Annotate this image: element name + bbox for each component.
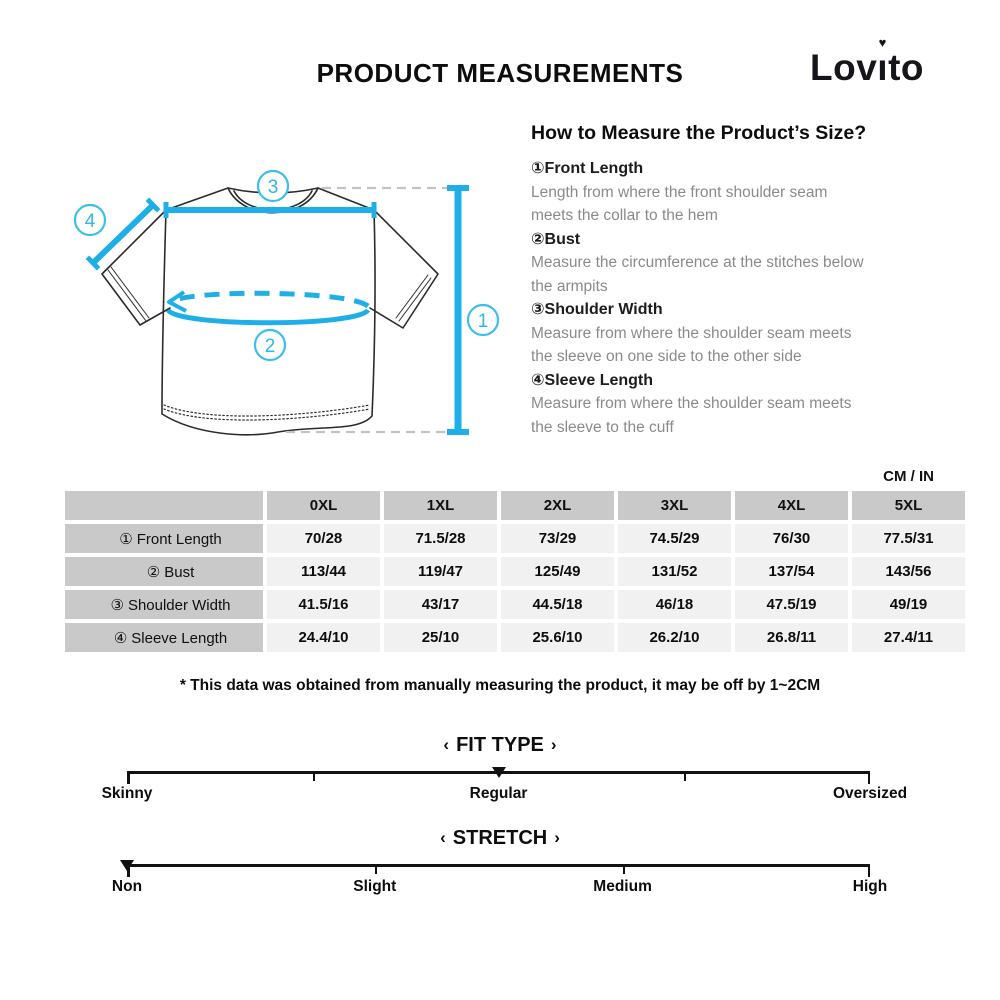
cell-value: 27.4/11 [852,623,965,652]
cell-value: 41.5/16 [267,590,380,619]
stretch-scale [111,864,888,895]
measure-desc-line: meets the collar to the hem [531,207,718,224]
how-to-title: How to Measure the Product’s Size? [531,122,867,144]
size-column-header: 0XL [267,491,380,520]
cell-value: 46/18 [618,590,731,619]
size-column-header: 3XL [618,491,731,520]
fit-type-label-regular: Regular [469,785,528,802]
measure-desc-line: Measure from where the shoulder seam meets [531,395,852,412]
table-row [65,557,965,586]
fit-type-marker-icon [492,767,506,778]
size-column-header: 2XL [501,491,614,520]
svg-text:4: 4 [84,211,96,232]
brand-logo [810,35,924,89]
size-column-header: 5XL [852,491,965,520]
measure-desc-line: Measure the circumference at the stitches below [531,254,864,271]
measurement-bars [84,188,469,432]
cell-value: 143/56 [852,557,965,586]
stretch-title: ‹ STRETCH › [0,827,1000,850]
measure-desc-line: Length from where the front shoulder seam [531,183,828,201]
stretch-marker-icon [120,860,134,871]
cell-value: 76/30 [735,524,848,553]
scale-end-cap [868,864,871,877]
badge-4 [75,205,105,235]
badge-3 [258,171,288,201]
cell-value: 26.2/10 [618,623,731,652]
scale-tick [623,864,625,874]
cell-value: 77.5/31 [852,524,965,553]
table-row [65,590,965,619]
stretch-label-medium: Medium [593,878,652,895]
measure-item-sleeve-length: ④Sleeve Length [531,371,654,389]
cell-value: 73/29 [501,524,614,553]
chevron-right-icon: › [550,735,557,754]
scale-end-cap [127,771,130,784]
cell-value: 70/28 [267,524,380,553]
cell-value: 47.5/19 [735,590,848,619]
measure-desc-line: the armpits [531,277,608,295]
row-label-sleeve-length: ④ Sleeve Length [65,623,263,652]
tshirt-outline [102,188,438,435]
row-label-bust: ② Bust [65,557,263,586]
fit-type-label-skinny: Skinny [101,785,153,802]
size-column-header: 4XL [735,491,848,520]
measure-item-bust: ②Bust [531,230,581,248]
cell-value: 113/44 [267,557,380,586]
cell-value: 24.4/10 [267,623,380,652]
stretch-label-non: Non [111,878,143,895]
measure-desc-line: Measure from where the shoulder seam meets [531,324,852,342]
stretch-section [0,827,1000,895]
cell-value: 26.8/11 [735,623,848,652]
table-row [65,524,965,553]
row-label-shoulder-width: ③ Shoulder Width [65,590,263,619]
cell-value: 25.6/10 [501,623,614,652]
measure-desc-line: the sleeve to the cuff [531,418,674,436]
svg-text:2: 2 [264,336,276,357]
diagram-number-badges [75,171,498,360]
svg-text:3: 3 [267,177,279,198]
cell-value: 119/47 [384,557,497,586]
fit-type-title: ‹ FIT TYPE › [0,734,1000,757]
cell-value: 71.5/28 [384,524,497,553]
scale-tick [313,771,315,781]
fit-type-scale [101,771,908,802]
row-label-front-length: ① Front Length [65,524,263,553]
tshirt-measurement-diagram [58,148,518,468]
measure-item-front-length: ①Front Length [531,160,644,177]
fit-type-label-oversized: Oversized [832,785,908,802]
chevron-right-icon: › [554,828,560,847]
cell-value: 137/54 [735,557,848,586]
stretch-label-high: High [852,878,888,895]
cell-value: 125/49 [501,557,614,586]
cell-value: 131/52 [618,557,731,586]
scale-end-cap [868,771,871,784]
heart-icon: ♥ [878,35,887,50]
brand-logo-post: to [888,47,924,88]
cell-value: 44.5/18 [501,590,614,619]
badge-2 [255,330,285,360]
how-to-measure-section [531,122,986,439]
brand-logo-i: ı ♥ [877,35,889,88]
size-table-corner-cell [65,491,263,520]
svg-text:1: 1 [477,311,489,332]
chevron-left-icon: ‹ [440,828,446,847]
fit-type-section [0,734,1000,802]
scale-tick [375,864,377,874]
cell-value: 43/17 [384,590,497,619]
brand-logo-pre: Lov [810,47,878,88]
measurement-disclaimer: * This data was obtained from manually measuring the product, it may be off by 1~2CM [179,677,821,694]
cell-value: 25/10 [384,623,497,652]
measure-desc-line: the sleeve on one side to the other side [531,348,802,365]
size-table-header-row [65,491,965,520]
badge-1 [468,305,498,335]
page-title: PRODUCT MEASUREMENTS [316,58,684,88]
chevron-left-icon: ‹ [443,735,450,754]
size-column-header: 1XL [384,491,497,520]
cell-value: 74.5/29 [618,524,731,553]
measure-item-shoulder-width: ③Shoulder Width [531,301,663,318]
cell-value: 49/19 [852,590,965,619]
size-table [61,487,969,656]
stretch-label-slight: Slight [353,878,397,895]
table-row [65,623,965,652]
units-label: CM / IN [883,468,934,485]
scale-tick [684,771,686,781]
